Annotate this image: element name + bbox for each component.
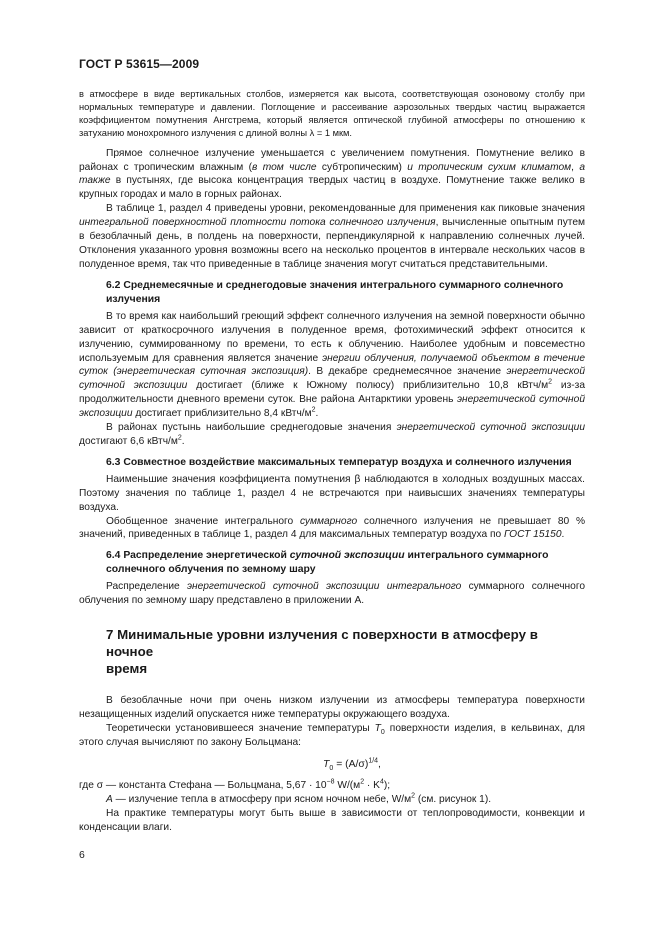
section-heading-6-3: 6.3 Совместное воздействие максимальных температур воздуха и солнечного излучения (106, 456, 572, 468)
paragraph-theoretical: Теоретически установившееся значение температуры $T_0$ поверхности изделия, в кельвинах, для этого случая вычисляют по закону Больцмана: (79, 723, 585, 748)
paragraph-deserts: В районах пустынь наибольшие среднегодовые значения энергетической суточной экспозиции достигают 6,6 кВтч/$м^2$. (79, 422, 585, 447)
section-heading-6-2: 6.2 Среднемесячные и среднегодовые значения интегрального суммарного солнечного излучения (106, 279, 564, 305)
paragraph-practice: На практике температуры могут быть выше в зависимости от теплопроводимости, конвекции и конденсации влаги. (79, 807, 585, 833)
intro-paragraph: в атмосфере в виде вертикальных столбов, измеряется как высота, соответствующая озоновому столбу при нормальных температуре и давлении. Поглощение и рассеивание аэрозольных твердых частиц выражается коэффициентом помутнения Ангстрема, который является оптической глубиной атмосферы по отношению к затуханию монохромного излучения с длиной волны λ = 1 мкм. (79, 89, 585, 138)
paragraph-table-levels: В таблице 1, раздел 4 приведены уровни, рекомендованные для применения как пиковые значения интегральной поверхностной плотности потока солнечного излучения, вычисленные опытным путем в безоблачный день, в полдень на поверхности, перпендикулярной к направлению солнечных лучей. Отклонения указанного уровня возможны всего на несколько процентов в интервале нескольких часов в полуденное время, так что приведенные в таблице значения могут считаться представительными. (79, 203, 586, 270)
paragraph-cloudless-nights: В безоблачные ночи при очень низком излучении из атмосферы температура поверхности незащищенных изделий опускается ниже температуры окружающего воздуха. (79, 695, 585, 721)
paragraph-generalized: Обобщенное значение интегрального суммарного солнечного излучения не превышает 80 % значений, приведенных в таблице 1, раздел 4 для максимальных температур воздуха по ГОСТ 15150. (79, 515, 586, 541)
paragraph-distribution: Распределение энергетической суточной экспозиции интегрального суммарного солнечного облучения по земному шару представлено в приложении А. (79, 581, 586, 607)
section-heading-7: 7 Минимальные уровни излучения с поверхности в атмосферу в ночное время (106, 627, 538, 677)
paragraph-beta: Наименьшие значения коэффициента помутнения β наблюдаются в холодных воздушных массах. Поэтому значения по таблице 1, раздел 4 не встречаются при наивысших значениях температуры воздуха. (79, 473, 585, 513)
page-number: 6 (79, 850, 85, 861)
boltzmann-formula: $T_0 = (A/\sigma)^{1/4}$, (323, 757, 381, 772)
where-sigma: где σ — константа Стефана — Больцмана, $5,67 \cdot 10^{-8}$ $W/(м^2 \cdot K^4)$; (79, 778, 391, 791)
document-body (79, 88, 585, 834)
document-header: ГОСТ Р 53615—2009 (79, 57, 200, 71)
where-a: A — излучение тепла в атмосферу при ясном ночном небе, $W/м^2$ (см. рисунок 1). (106, 792, 492, 805)
section-heading-6-4: 6.4 Распределение энергетической суточной экспозиции интегрального суммарного солнечного облучения по земному шару (106, 550, 549, 576)
paragraph-exposure: В то время как наибольший греющий эффект солнечного излучения на земной поверхности обычно зависит от краткосрочного излучения в полуденное время, фотохимический эффект относится к излучению, суммированному по времени, то есть к облучению. Наиболее удобным и повсеместно используемым для сравнения является значение энергии облучения, получаемой объектом в течение суток (энергетическая суточная экспозиция). В декабре среднемесячное значение энергетической суточной экспозиции достигает (ближе к Южному полюсу) приблизительно 10,8 кВтч/$м^2$ из-за продолжительности дневного времени суток. Вне района Антарктики уровень энергетической суточной экспозиции достигает приблизительно 8,4 кВтч/$м^2$. (79, 310, 586, 420)
paragraph-turbidity: Прямое солнечное излучение уменьшается с увеличением помутнения. Помутнение велико в районах с тропическим влажным (в том числе субтропическим) и тропическим сухим климатом, а также в пустынях, где высока концентрация твердых частиц в воздухе. Помутнение также велико в крупных городах и мало в горных районах. (79, 147, 585, 201)
